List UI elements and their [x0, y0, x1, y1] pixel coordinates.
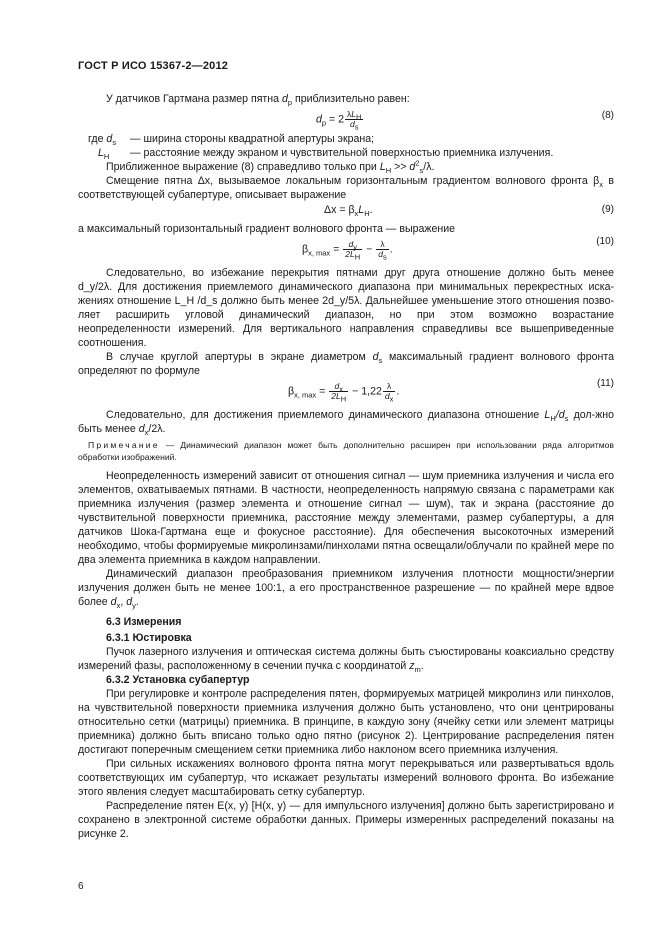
paragraph-overlap [78, 266, 614, 350]
formula-11-expression: $\beta_{x, max}$ = $\frac{d_x}{2L_H}$ − 1,22 $\frac{\lambda}{d_x}$ . [288, 381, 400, 404]
note-label: Примечание [88, 440, 160, 450]
formula-10-number: (10) [596, 236, 614, 247]
formula-9-expression: $\Delta x = \beta_xL_H$. [324, 204, 373, 219]
formula-11-number: (11) [596, 378, 614, 389]
where-list [78, 132, 614, 160]
formula-8 [78, 106, 614, 132]
paragraph-overlap-line: жениях отношение L_H /d_s должно быть менее 2d_y/5λ. Дальнейшее уменьшение этого отношения позво- [78, 295, 614, 307]
paragraph-overlap-line: Следовательно, во избежание перекрытия пятнами друг друга отношение должно быть менее [106, 267, 614, 279]
paragraph-approximation: Приближенное выражение (8) справедливо только при $L_H >> d^2_s/\lambda$. [106, 158, 435, 176]
paragraph-uncertainty: Неопределенность измерений зависит от отношения сигнал — шум приемника излучения и числа его элементов, охватываемых пятнами. В частности, неопределенность напрямую связана с параметрами как приемника излучения (размер элемента и отношение сигнал — шум), так и экрана (расстояние до чувствительной поверхности приемника, расстояние между элементами, размер субапертуры, а для датчиков Шока-Гартмана еще и фокусное расстояние). Для обеспечения высокоточных измерений необходимо, чтобы формируемые микролинзами/пинхолами пятна освещали/облучали по крайней мере по два элемента приемника в каждом направлении. [78, 470, 614, 566]
formula-8-expression: $d_p = 2$ $\frac{\lambda L_H}{d_s}$ [316, 109, 362, 132]
document-header: ГОСТ Р ИСО 15367-2—2012 [78, 60, 229, 72]
paragraph-subaperture-setup: При регулировке и контроле распределения пятен, формируемых матрицей микролинз или пинхолов, на чувствительной поверхности приемника излучения должно быть установлено, что они центрированы относительно сетки (матрицы) приемника. В принципе, в каждую зону (ячейку сетки или элемент матрицы приемника) должно быть вписано только одно пятно (рисунок 2). Центрирование распределения пятен достигают поперечным смещением сетки приемника либо наклоном всего приемника излучения. [78, 688, 614, 756]
paragraph-spot-shift: Смещение пятна Δx, вызываемое локальным горизонтальным градиентом волнового фронта $\beta_x$ в соответствующей субапертуре, описывает выражение [78, 175, 614, 201]
paragraph-circular-aperture: В случае круглой апертуры в экране диаметром $d_s$ максимальный градиент волнового фронта определяют по формуле [78, 351, 614, 377]
formula-8-number: (8) [601, 110, 614, 121]
formula-11 [78, 378, 614, 408]
section-heading-6-3-2: 6.3.2 Установка субапертур [106, 674, 250, 686]
paragraph-max-gradient: а максимальный горизонтальный градиент волнового фронта — выражение [78, 223, 456, 235]
paragraph-spot-distribution: Распределение пятен E(x, y) [H(x, y) — для импульсного излучения] должно быть зарегистрировано и сохранено в электронной системе обработки данных. Примеры измеренных распределений показаны на рисунке 2. [78, 800, 614, 840]
paragraph-hartmann-spot: У датчиков Гартмана размер пятна $d_p$ приблизительно равен: [106, 93, 410, 108]
paragraph-overlap-line: d_y/2λ. Для достижения приемлемого динамического диапазона при минимальных перекрестных иска- [78, 281, 614, 293]
document-body [78, 92, 614, 841]
where-item-lh: $L_H$ — расстояние между экраном и чувствительной поверхностью приемника излучения. [98, 147, 554, 162]
note [78, 439, 614, 463]
section-heading-6-3: 6.3 Измерения [106, 616, 182, 628]
formula-9 [78, 202, 614, 222]
formula-9-number: (9) [601, 204, 614, 215]
paragraph-consequently: Следовательно, для достижения приемлемого динамического диапазона отношение $L_H/d_s$ дол-жно быть менее $d_x/2\lambda$. [78, 409, 614, 438]
paragraph-alignment: Пучок лазерного излучения и оптическая система должны быть съюстированы коаксиально средству измерений фазы, расположенному в сечении пучка с координатой $z_m$. [78, 646, 614, 675]
paragraph-strong-distortion: При сильных искажениях волнового фронта пятна могут перекрываться или развертываться вдоль соответствующих им субапертур, что искажает результаты измерений волнового фронта. Во избежание этого явления следует масштабировать сетку субапертур. [78, 758, 614, 798]
page-number: 6 [78, 881, 84, 892]
section-heading-6-3-1: 6.3.1 Юстировка [106, 632, 192, 644]
paragraph-overlap-line: соотношения. [78, 337, 147, 349]
where-item-ds: где $d_s$ — ширина стороны квадратной апертуры экрана; [88, 133, 375, 148]
paragraph-overlap-line: ляет расширить угловой динамический диапазон, но при этом возможно возрастание [78, 309, 614, 321]
paragraph-overlap-line: неопределенности измерений. Для вертикального направления справедливы все вышеприведенные [78, 323, 614, 335]
note-text: — Динамический диапазон может быть дополнительно расширен при использовании ряда алгоритмов обработки изображений. [78, 440, 614, 462]
paragraph-dynamic-range: Динамический диапазон преобразования приемником излучения плотности мощности/энергии излучения должен быть не менее 100:1, а его пространственное разрешение — по крайней мере вдвое более $d_x$, $d_y$. [78, 568, 614, 611]
formula-10-expression: $\beta_{x, max}$ = $\frac{d_y}{2L_H}$ − $\frac{\lambda}{d_s}$ . [302, 239, 393, 262]
formula-10 [78, 236, 614, 266]
